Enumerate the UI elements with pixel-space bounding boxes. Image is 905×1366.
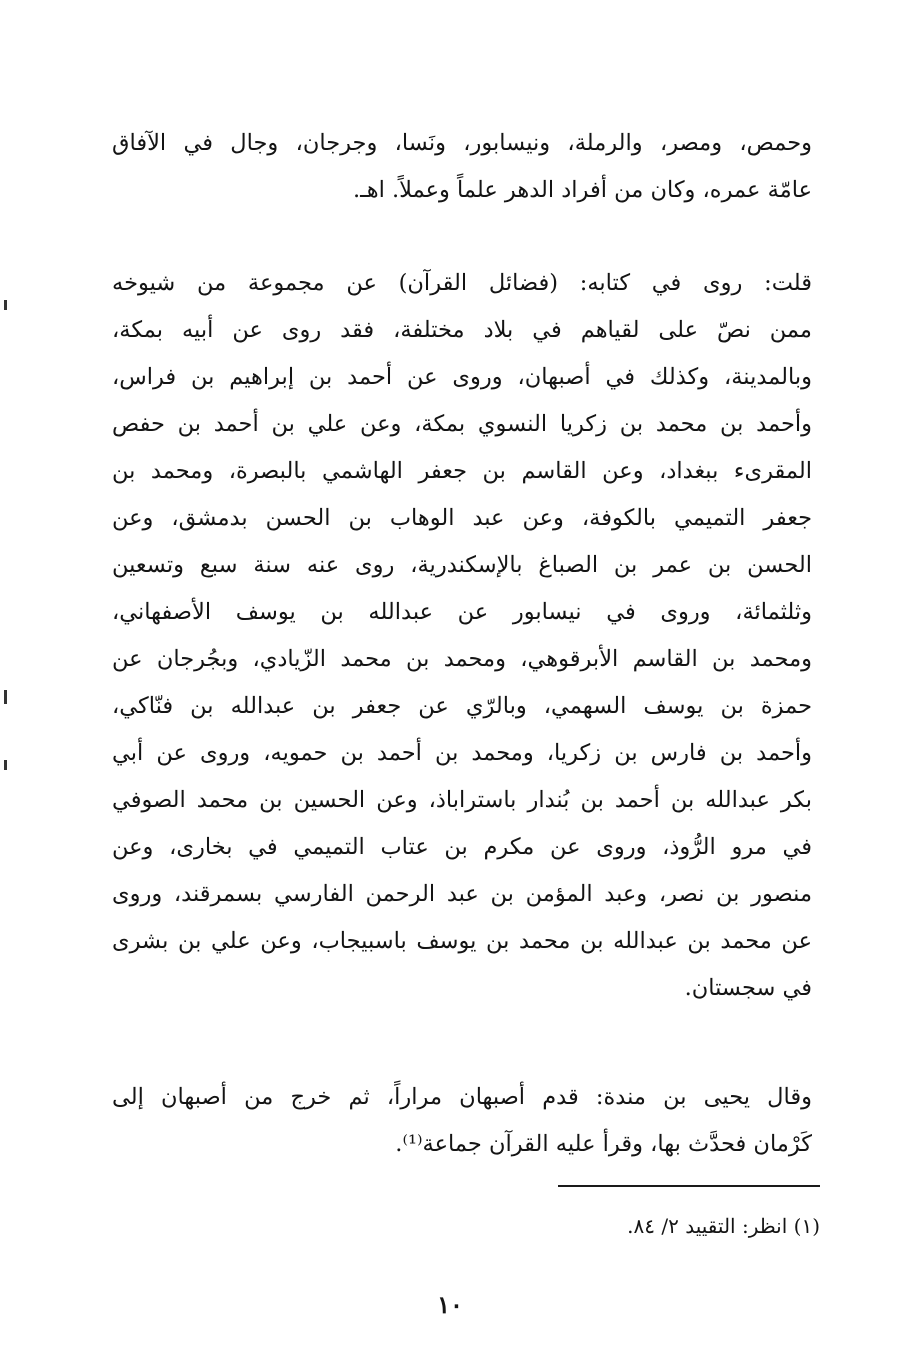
text-line: وقال يحيى بن مندة: قدم أصبهان مراراً، ثم خرج من أصبهان إلى — [112, 1084, 812, 1110]
text-line: حمزة بن يوسف السهمي، وبالرّي عن جعفر بن عبدالله بن فنّاكي، — [112, 693, 812, 719]
text-line: وبالمدينة، وكذلك في أصبهان، وروى عن أحمد بن إبراهيم بن فراس، — [112, 364, 812, 390]
scan-edge-mark — [4, 760, 7, 770]
text-line: عامّة عمره، وكان من أفراد الدهر علماً وعملاً. اهـ. — [352, 177, 812, 203]
text-line: وثلثمائة، وروى في نيسابور عن عبدالله بن يوسف الأصفهاني، — [112, 599, 812, 625]
text-line: قلت: روى في كتابه: (فضائل القرآن) عن مجموعة من شيوخه — [112, 270, 812, 296]
paragraph-2 — [112, 260, 812, 1012]
text-line: الحسن بن عمر بن الصباغ بالإسكندرية، روى عنه سنة سبع وتسعين — [112, 552, 812, 578]
text-line: جعفر التميمي بالكوفة، وعن عبد الوهاب بن الحسن بدمشق، وعن — [112, 505, 812, 531]
text-line: كَرْمان فحدَّث بها، وقرأ عليه القرآن جماعة⁽¹⁾. — [395, 1131, 812, 1157]
text-line: وأحمد بن فارس بن زكريا، ومحمد بن أحمد بن حمويه، وروى عن أبي — [112, 740, 812, 766]
text-line: المقرىء ببغداد، وعن القاسم بن جعفر الهاشمي بالبصرة، ومحمد بن — [112, 458, 812, 484]
text-line: بكر عبدالله بن أحمد بن بُندار باستراباذ، وعن الحسين بن محمد الصوفي — [112, 787, 812, 813]
text-line: في مرو الرُّوذ، وروى عن مكرم بن عتاب التميمي في بخارى، وعن — [112, 834, 812, 860]
footnote: (١) انظر: التقييد ٢/ ٨٤. — [627, 1214, 820, 1238]
text-line: منصور بن نصر، وعبد المؤمن بن عبد الرحمن الفارسي بسمرقند، وروى — [112, 881, 812, 907]
text-line: وحمص، ومصر، والرملة، ونيسابور، ونَسا، وجرجان، وجال في الآفاق — [112, 130, 812, 156]
scan-edge-mark — [4, 300, 7, 310]
text-line: ممن نصّ على لقياهم في بلاد مختلفة، فقد روى عن أبيه بمكة، — [112, 317, 812, 343]
paragraph-1 — [112, 120, 812, 214]
page-number: ١٠ — [437, 1290, 463, 1319]
text-line: في سجستان. — [684, 975, 812, 1001]
text-line: عن محمد بن عبدالله بن محمد بن يوسف باسبيجاب، وعن علي بن بشرى — [112, 928, 812, 954]
scan-edge-mark — [4, 690, 7, 704]
text-line: ومحمد بن القاسم الأبرقوهي، ومحمد بن محمد الزّيادي، وبجُرجان عن — [112, 646, 812, 672]
paragraph-3 — [112, 1074, 812, 1168]
text-line: وأحمد بن محمد بن زكريا النسوي بمكة، وعن علي بن أحمد بن حفص — [112, 411, 812, 437]
footnote-separator — [558, 1185, 820, 1187]
